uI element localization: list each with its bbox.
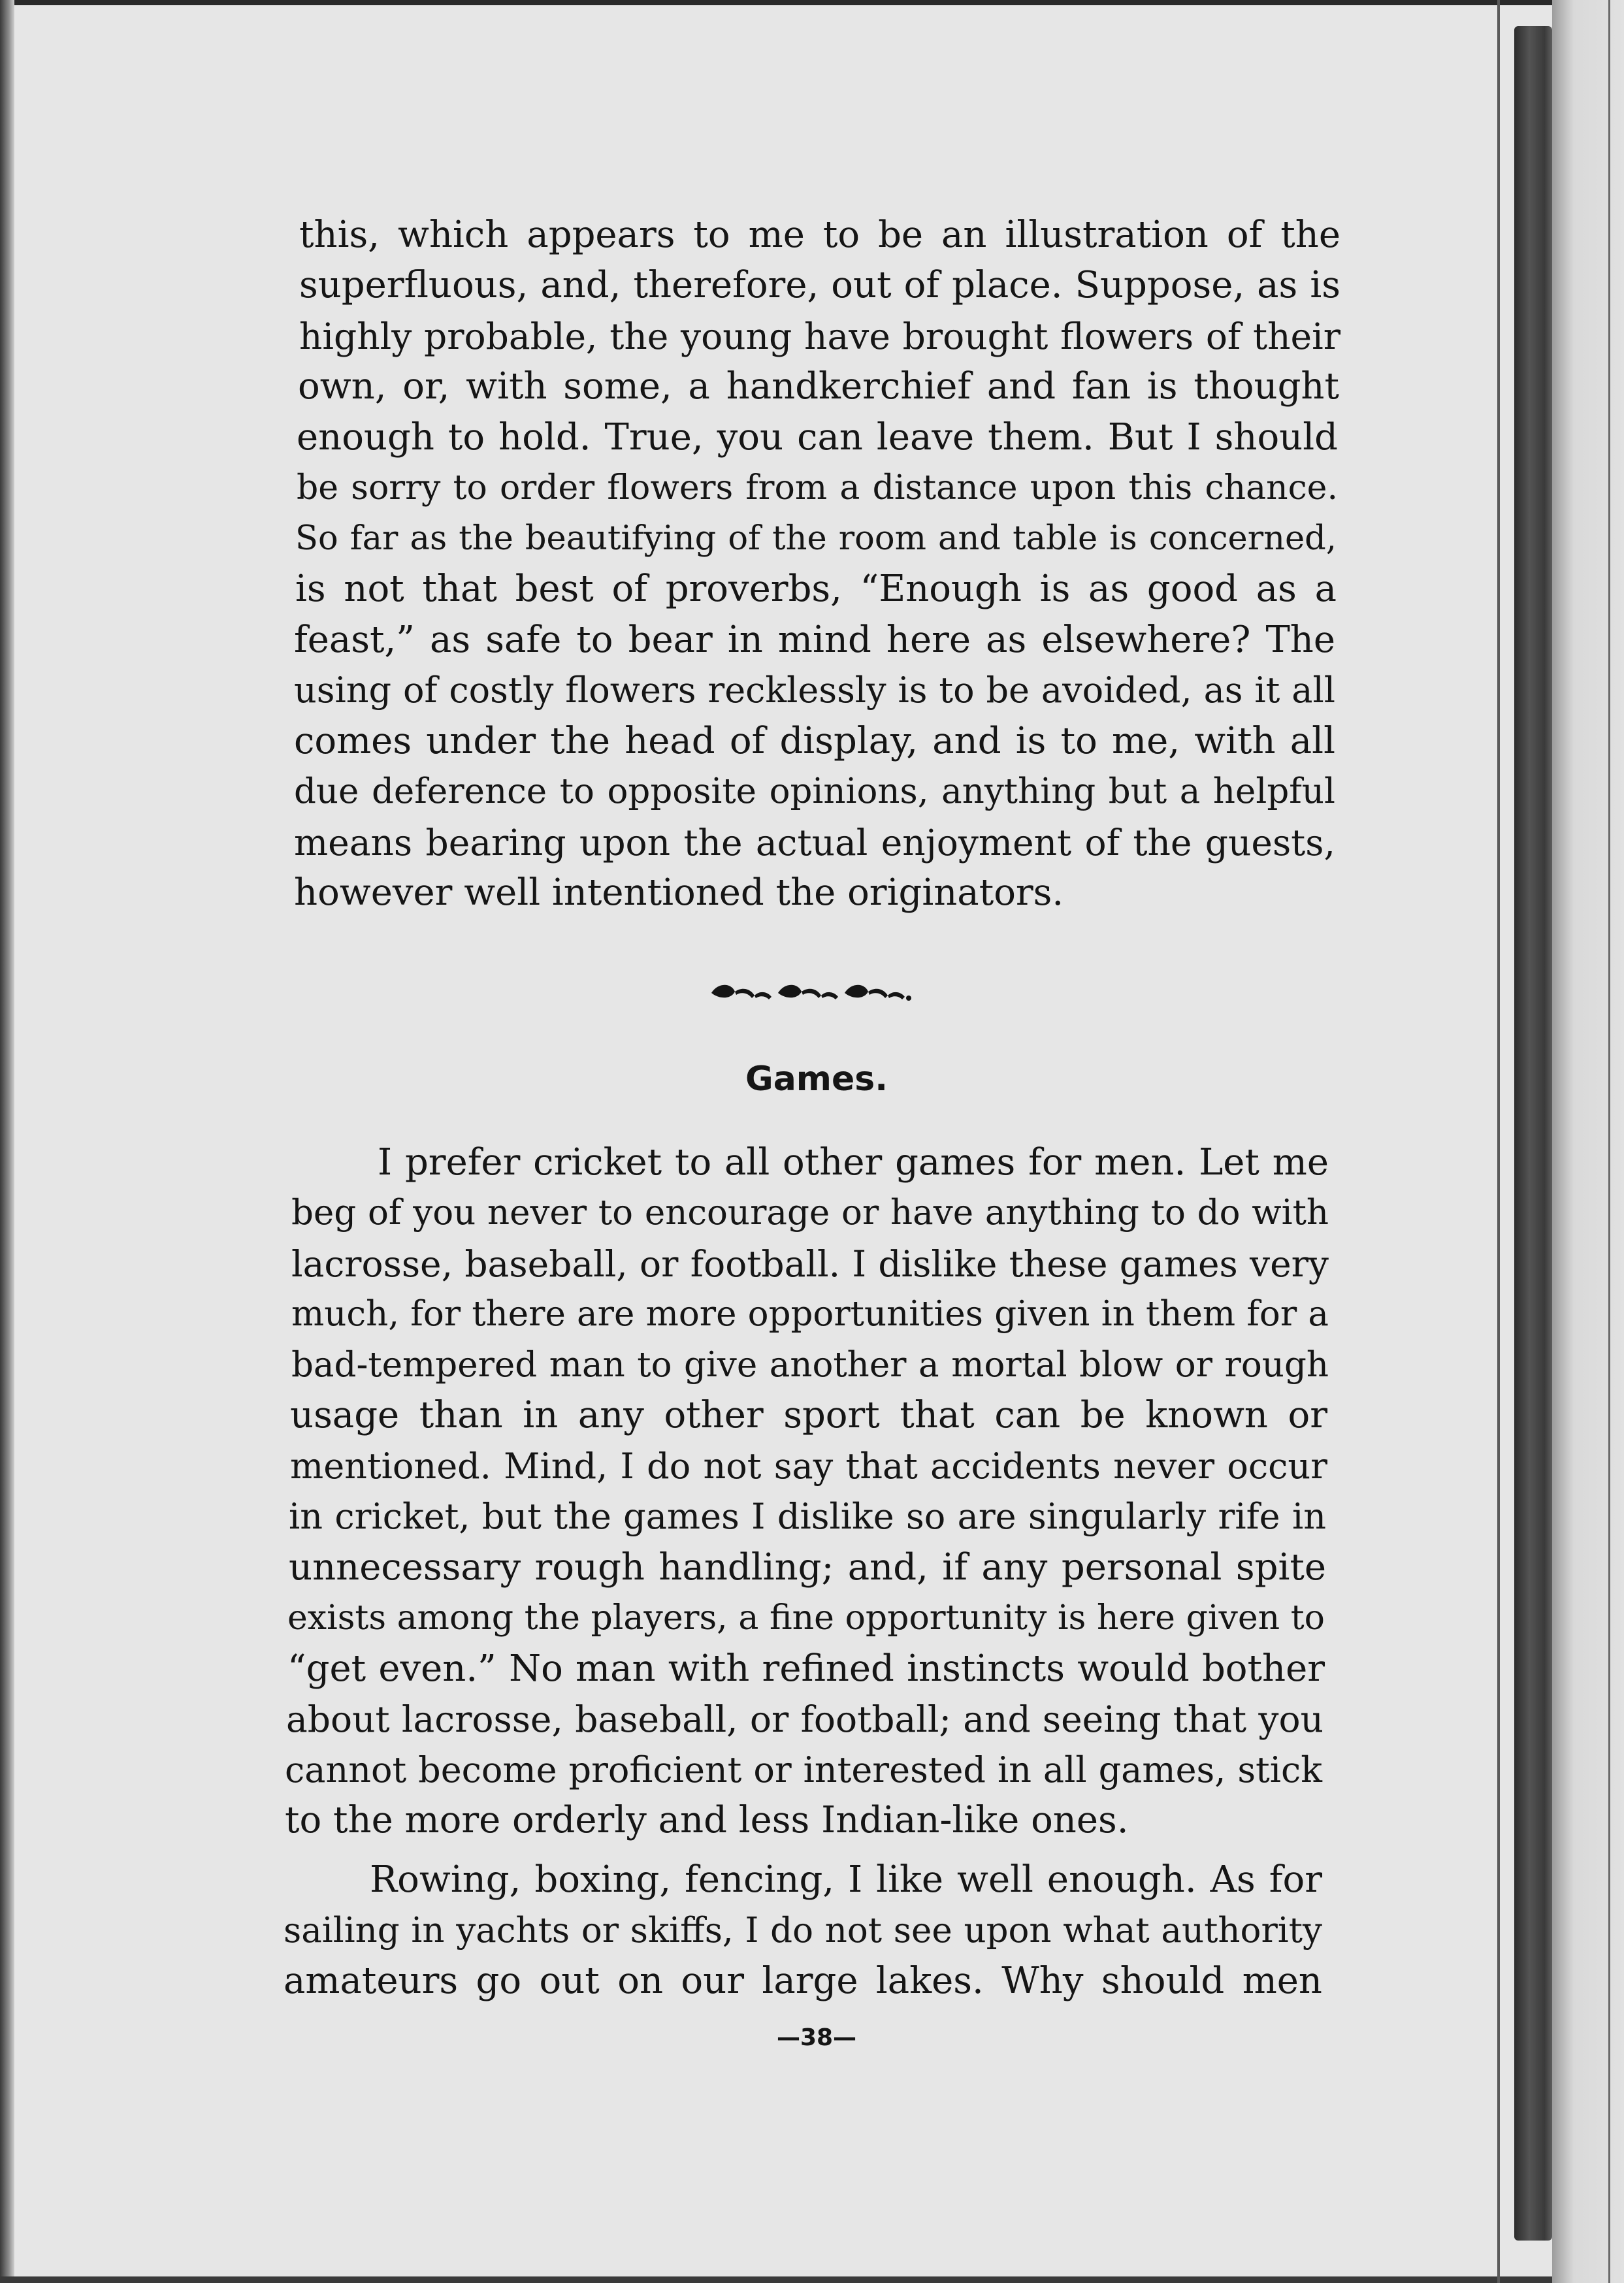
section-heading: Games. xyxy=(745,1060,888,1099)
text-line: using of costly flowers recklessly is to be avoided, as it all xyxy=(294,670,1335,711)
text-line: much, for there are more opportunities given in them for a xyxy=(291,1294,1329,1334)
text-line: own, or, with some, a handkerchief and fan is thought xyxy=(298,365,1339,408)
text-line: feast,” as safe to bear in mind here as elsewhere? The xyxy=(294,619,1335,661)
text-line: lacrosse, baseball, or football. I dislike these games very xyxy=(291,1243,1329,1285)
text-line: mentioned. Mind, I do not say that accidents never occur xyxy=(290,1446,1327,1487)
text-line: in cricket, but the games I dislike so are singularly rife in xyxy=(289,1496,1326,1537)
text-line-indented: I prefer cricket to all other games for men. Let me xyxy=(378,1141,1329,1184)
text-line: comes under the head of display, and is to me, with all xyxy=(294,720,1335,762)
text-line: superfluous, and, therefore, out of place. Suppose, as is xyxy=(299,264,1340,306)
text-line: cannot become proficient or interested in all games, stick xyxy=(285,1749,1322,1790)
text-line-indented: Rowing, boxing, fencing, I like well enough. As for xyxy=(370,1858,1322,1901)
text-line: So far as the beautifying of the room and table is concerned, xyxy=(295,519,1337,558)
text-line: means bearing upon the actual enjoyment of the guests, xyxy=(294,822,1335,864)
text-line: bad-tempered man to give another a mortal blow or rough xyxy=(291,1345,1329,1385)
text-line: usage than in any other sport that can be known or xyxy=(290,1394,1327,1436)
floral-ornament-icon xyxy=(709,973,918,1012)
text-line: “get even.” No man with refined instincts would bother xyxy=(287,1647,1325,1690)
text-line: exists among the players, a fine opportunity is here given to xyxy=(287,1598,1325,1638)
text-line: beg of you never to encourage or have anything to do with xyxy=(291,1193,1329,1233)
text-line-last: to the more orderly and less Indian-like ones. xyxy=(285,1799,1129,1841)
gutter-line xyxy=(1497,0,1500,2283)
text-line: amateurs go out on our large lakes. Why should men xyxy=(284,1960,1322,2002)
text-line: due deference to opposite opinions, anything but a helpful xyxy=(294,771,1335,811)
text-line: enough to hold. True, you can leave them. But I should xyxy=(297,416,1338,459)
text-line: about lacrosse, baseball, or football; and seeing that you xyxy=(286,1698,1324,1740)
text-line: is not that best of proverbs, “Enough is as good as a xyxy=(295,568,1337,610)
text-line-last: however well intentioned the originators. xyxy=(294,871,1064,914)
text-line: sailing in yachts or skiffs, I do not see upon what authority xyxy=(284,1911,1322,1951)
facing-page-line xyxy=(1608,0,1610,2283)
text-line: this, which appears to me to be an illustration of the xyxy=(299,214,1340,256)
text-line: unnecessary rough handling; and, if any personal spite xyxy=(289,1546,1326,1589)
facing-page-edge xyxy=(1552,0,1624,2283)
book-spine-shadow xyxy=(1514,26,1552,2241)
page-number: —38— xyxy=(776,2024,857,2051)
text-line: be sorry to order flowers from a distance upon this chance. xyxy=(297,468,1338,508)
text-line: highly probable, the young have brought flowers of their xyxy=(299,316,1340,357)
